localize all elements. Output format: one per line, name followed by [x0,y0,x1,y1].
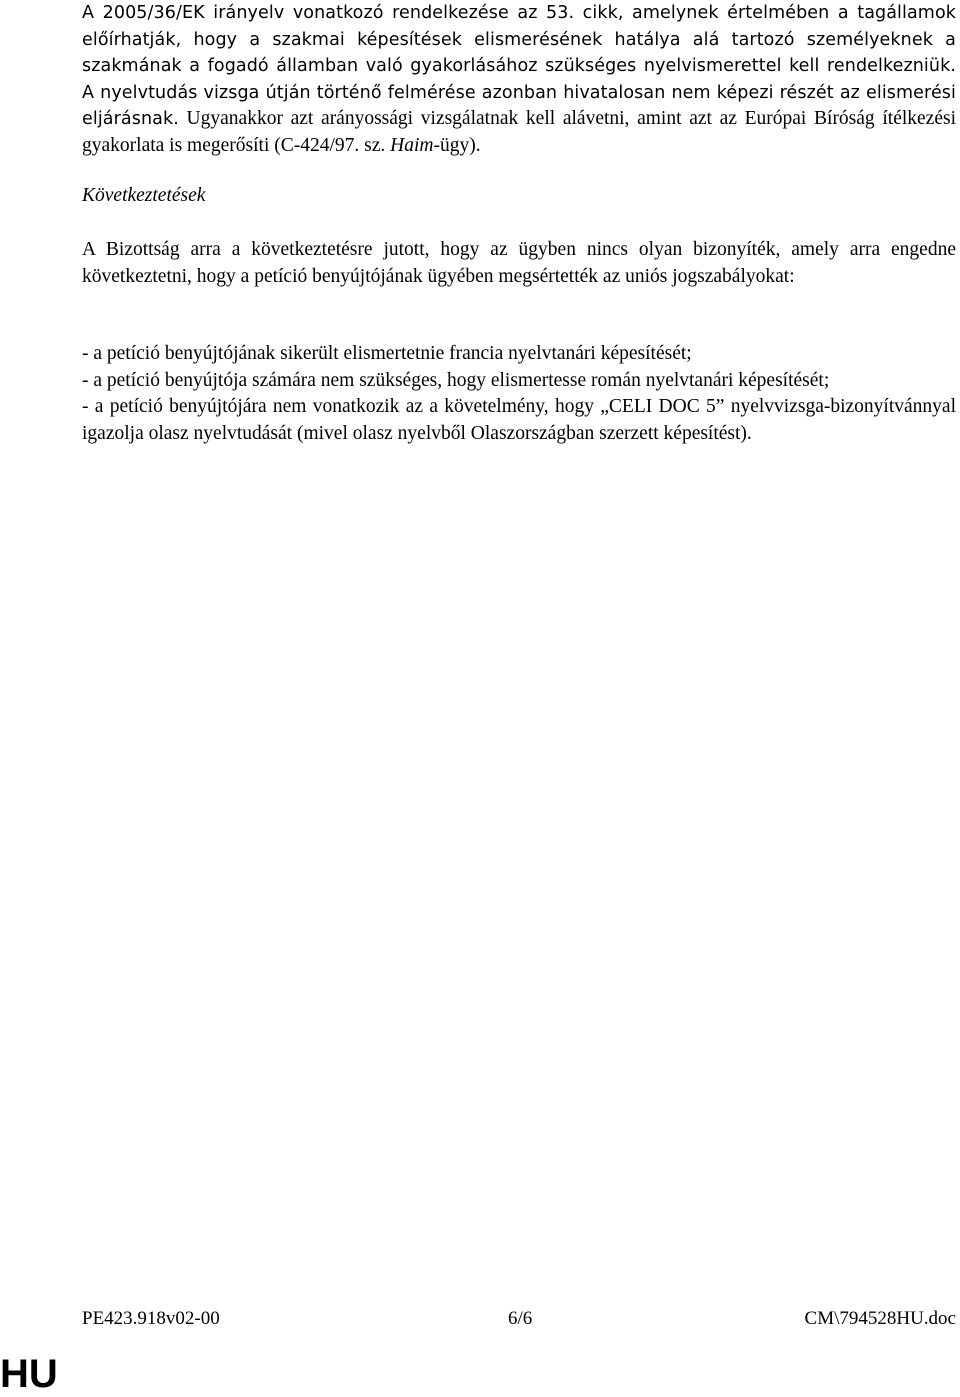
language-code: HU [0,1352,58,1396]
list-item: - a petíció benyújtójának sikerült elismertetnie francia nyelvtanári képesítését; [82,343,692,364]
list-item: - a petíció benyújtójára nem vonatkozik az a követelmény, hogy „CELI DOC 5” nyelvvizsga-bizonyítvánnyal igazolja olasz nyelvtudását (mivel olasz nyelvből Olaszországban szerzett képesítést). [82,396,956,444]
page-footer [82,1306,956,1332]
case-name: Haim [390,134,434,156]
footer-document-name: CM\794528HU.doc [804,1308,956,1329]
paragraph-legal-basis-part-b: Ugyanakkor azt arányossági vizsgálatnak kell alávetni, amint azt az Európai Bíróság ítélkezési gyakorlata is megerősíti (C-424/97. sz. [82,108,956,156]
paragraph-conclusion: A Bizottság arra a következtetésre jutott, hogy az ügyben nincs olyan bizonyíték, amely arra engedne következtetni, hogy a petíció benyújtójának ügyében megsértették az uniós jogszabályokat: [82,239,956,287]
section-heading-conclusions: Következtetések [82,185,206,206]
list-item: - a petíció benyújtója számára nem szükséges, hogy elismertesse román nyelvtanári képesítését; [82,369,830,391]
conclusion-list [82,341,956,447]
footer-reference: PE423.918v02-00 [82,1308,220,1329]
paragraph-legal-basis-part-a: A 2005/36/EK irányelv vonatkozó rendelkezése az 53. cikk, amelynek értelmében a tagállamok előírhatják, hogy a szakmai képesítések elismerésének hatálya alá tartozó személyeknek a szakmának a fogadó államban való gyakorlásához szükséges nyelvismerettel kell rendelkezniük. A nyelvtudás vizsga útján történő felmérése azonban hivatalosan nem képezi részét az elismerési eljárásnak. [82,3,956,129]
footer-page-number: 6/6 [508,1308,533,1329]
paragraph-legal-basis-end: -ügy). [433,134,481,156]
paragraph-legal-basis [82,0,956,159]
